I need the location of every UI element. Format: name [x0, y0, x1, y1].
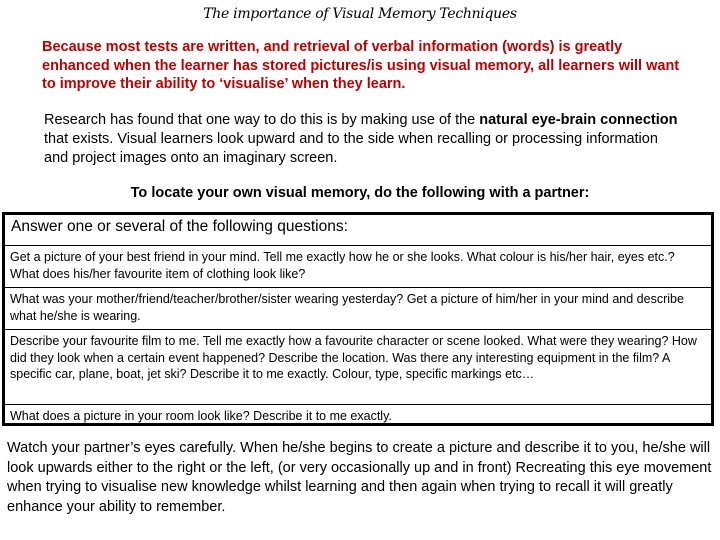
locate-instruction: To locate your own visual memory, do the following with a partner:	[130, 185, 590, 201]
question-item: What does a picture in your room look like? Describe it to me exactly.	[5, 404, 711, 425]
outro-paragraph: Watch your partner’s eyes carefully. When he/she begins to create a picture and describe it to you, he/she will look upwards either to the right or the left, (or very occasionally up and in front) Recreating this eye movement when trying to visualise new knowledge whilst learning and then again when trying to recall it will greatly enhance your ability to remember.	[7, 440, 712, 515]
question-item: Describe your favourite film to me. Tell me exactly how a favourite character or scene looked. What were they wearing? How did they look when a certain event happened? Describe the location. Was there any interesting equipment in the film? A specific car, plane, boat, jet ski? Describe it to me exactly. Colour, type, specific markings etc…	[5, 329, 711, 383]
questions-heading: Answer one or several of the following questions:	[11, 218, 348, 235]
question-item: What was your mother/friend/teacher/brother/sister wearing yesterday? Get a picture of him/her in your mind and describe what he/she is wearing.	[5, 287, 711, 324]
questions-box	[2, 212, 714, 426]
research-text-before: Research has found that one way to do this is by making use of the	[44, 112, 480, 128]
intro-paragraph: Because most tests are written, and retrieval of verbal information (words) is greatly enhanced when the learner has stored pictures/is using visual memory, all learners will want to improve their ability to ‘visualise’ when they learn.	[42, 39, 680, 92]
question-item: Get a picture of your best friend in your mind. Tell me exactly how he or she looks. What colour is his/her hair, eyes etc.? What does his/her favourite item of clothing look like?	[5, 245, 711, 282]
research-text-bold: natural eye-brain connection	[479, 112, 678, 128]
research-paragraph	[44, 111, 684, 168]
research-text-after: that exists. Visual learners look upward and to the side when recalling or processing information and project images onto an imaginary screen.	[44, 131, 658, 166]
page-title: The importance of Visual Memory Techniques	[203, 6, 517, 22]
